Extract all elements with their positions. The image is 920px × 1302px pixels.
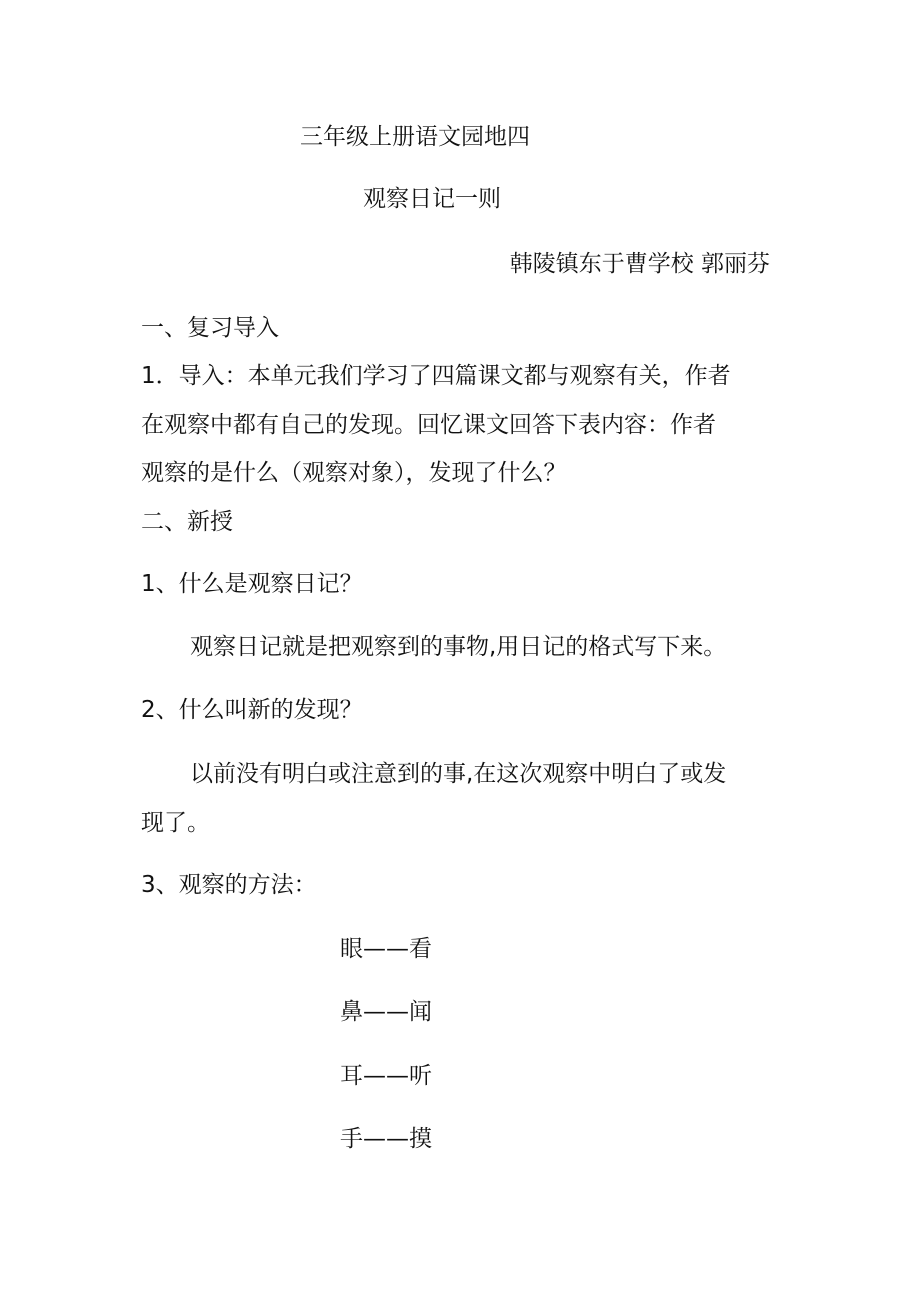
section-heading-new: 二、新授 xyxy=(141,509,233,535)
author-line: 韩陵镇东于曹学校 郭丽芬 xyxy=(509,251,770,277)
answer-2-line-1: 以前没有明白或注意到的事,在这次观察中明白了或发 xyxy=(190,761,727,787)
paragraph-line: 在观察中都有自己的发现。回忆课文回答下表内容：作者 xyxy=(141,412,716,438)
question-2: 2、什么叫新的发现？ xyxy=(141,697,363,723)
document-title: 三年级上册语文园地四 xyxy=(300,124,530,150)
method-ear: 耳——听 xyxy=(340,1063,432,1089)
section-heading-review: 一、复习导入 xyxy=(141,315,279,341)
answer-1: 观察日记就是把观察到的事物,用日记的格式写下来。 xyxy=(190,634,727,660)
answer-2-line-2: 现了。 xyxy=(141,810,210,836)
paragraph-line: 1．导入：本单元我们学习了四篇课文都与观察有关，作者 xyxy=(141,363,731,389)
question-3: 3、观察的方法： xyxy=(141,872,317,898)
document-subtitle: 观察日记一则 xyxy=(363,186,501,212)
question-1: 1、什么是观察日记？ xyxy=(141,571,363,597)
method-eye: 眼——看 xyxy=(340,936,432,962)
method-hand: 手——摸 xyxy=(340,1126,432,1152)
method-nose: 鼻——闻 xyxy=(340,999,432,1025)
paragraph-line: 观察的是什么（观察对象），发现了什么？ xyxy=(141,460,567,486)
